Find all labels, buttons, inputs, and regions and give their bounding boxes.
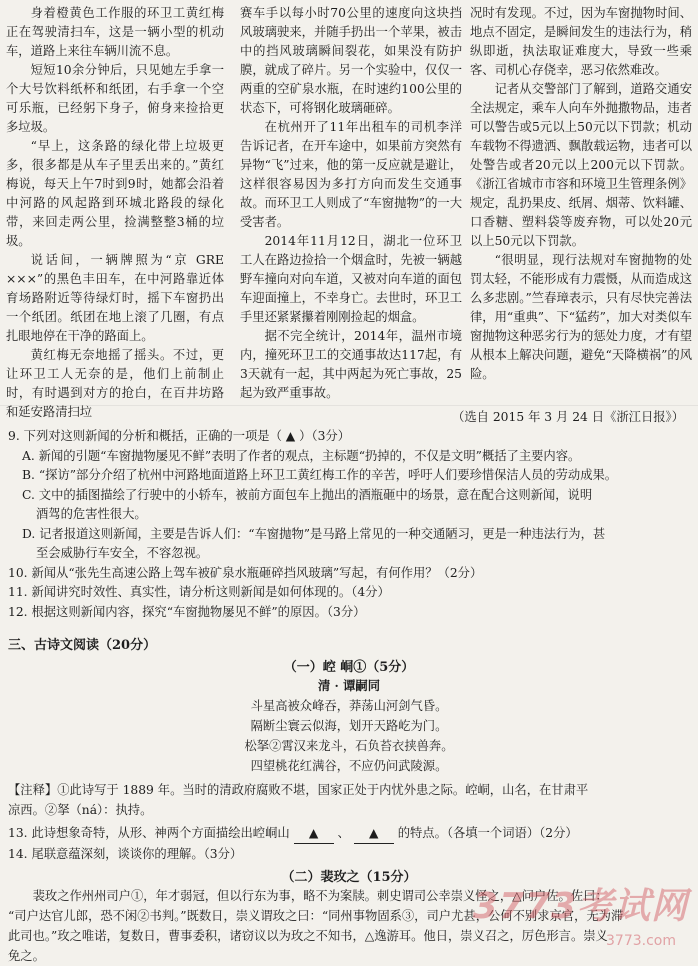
article-paragraph: 据不完全统计，2014年，温州市境内，撞死环卫工的交通事故达117起，有3天就有一起，其中两起为死亡事故，25起为致严重事故。 [240,329,462,400]
article-paragraph: 况时有发现。不过，因为车窗抛物时间、地点不固定，是瞬间发生的违法行为，稍纵即逝，执法取证难度大，导致一些乘客、司机心存侥幸，恶习依然难改。 [470,6,692,77]
article-paragraph: 在杭州开了11年出租车的司机李洋告诉记者，在开车途中，如果前方突然有异物“飞”过来，他的第一反应就是避让，这样很容易因为多打方向而发生交通事故。而环卫工人则成了“车窗抛物”的一大受害者。 [240,120,462,229]
prose-title: （二）裴玫之（15分） [281,870,417,885]
watermark-url: 3773.com [606,933,676,949]
question-13-tail: 的特点。（各填一个词语）（2分） [397,826,578,840]
poem-notes [8,780,688,820]
watermark-logo: 3773考试网 [472,886,688,927]
answer-blank-1[interactable]: ▲ [294,823,334,844]
divider [0,405,698,406]
question-13-text: 13. 此诗想象奇特，从形、神两个方面描绘出崆峒山 [8,826,290,840]
prose-line: 此司也。”玫之唯诺，复数日，曹事委积，诸窃议以为玫之不知书，△逸游耳。他日，崇义召之，厉色形言。崇义 [8,929,608,943]
article-paragraph: 记者从交警部门了解到，道路交通安全法规定，乘车人向车外抛撒物品，违者可以警告或5元以上50元以下罚款；机动车载物不得遗洒、飘散载运物，违者可以处警告或者20元以上200元以下罚款。《浙江省城市市容和环境卫生管理条例》规定，乱扔果皮、纸屑、烟蒂、饮料罐、口香糖、塑料袋等废弃物，可以处20元以上50元以下罚款。 [470,82,692,248]
article-paragraph: 说话间，一辆牌照为“京 GRE ×××”的黑色丰田车，在中河路靠近体育场路附近等待绿灯时，摇下车窗扔出一个纸团。纸团在地上滚了几圈，有点扎眼地停在干净的路面上。 [6,253,224,343]
poem-line: 松拏②霄汉来龙斗，石负苔衣挟兽奔。 [244,739,454,753]
article-paragraph: 短短10余分钟后，只见她左手拿一个大号饮料纸杯和纸团，右手拿一个空可乐瓶，已经躬下身子，俯身来捡拾更多垃圾。 [6,63,224,134]
article-column-3 [470,4,692,384]
poem-author: 清 · 谭嗣同 [317,678,381,693]
prose-line: 免之。 [8,949,45,963]
questions-9-12 [8,427,688,622]
question-9-option-b: B. “探访”部分介绍了杭州中河路地面道路上环卫工黄红梅工作的辛苦，呼吁人们要珍惜保洁人员的劳动成果。 [22,468,618,482]
poem-line: 斗星高被众峰吞，莽荡山河剑气昏。 [250,699,448,713]
note-line-2: 凉西。②拏（ná）：执持。 [8,803,153,817]
prose-line: 裴玫之作州州司户①，年才弱冠，但以行东为事，略不为案牍。刺史谓司公幸崇义怪之，△问户佐。佐曰： [32,889,608,903]
article-paragraph: “很明显，现行法规对车窗抛物的处罚太轻，不能形成有力震慑，从而造成这么多悲剧。”竺春璋表示，只有尽快完善法律，用“重典”、下“猛药”，加大对类似车窗抛物这种恶劣行为的惩处力度，才有望从根本上解决问题，避免“天降横祸”的风险。 [470,253,692,381]
poem-line: 四望桃花红满谷，不应仍问武陵源。 [250,759,448,773]
prose-line: “司户达官儿郎，恐不闲②书判。”既数日，崇义谓玫之曰：“同州事物固系③，司户尤甚，公何不别求京官，无为滞 [8,909,624,923]
question-9-option-c: C. 文中的插图描绘了行驶中的小轿车，被前方面包车上抛出的酒瓶砸中的场景，意在配合这则新闻，说明 [22,487,593,502]
article-column-1 [6,4,224,422]
question-9-option-d-cont: 至会威胁行车安全，不容忽视。 [36,546,209,560]
question-9-option-d: D. 记者报道这则新闻，主要是告诉人们：“车窗抛物”是马路上常见的一种交通陋习，更是一种违法行为，甚 [22,526,606,541]
blank-separator: 、 [337,826,350,840]
article-paragraph: 赛车手以每小时70公里的速度向这块挡风玻璃驶来，并随手扔出一个苹果，被击中的挡风玻璃瞬间裂花，如果没有防护膜，就成了碎片。另一个实验中，仅仅一两重的空矿泉水瓶，在时速约100公里的状态下，可将钢化玻璃砸碎。 [240,6,462,115]
poem-body [0,696,698,776]
questions-13-14 [8,823,688,864]
article-source: （选自 2015 年 3 月 24 日《浙江日报》） [452,410,684,424]
section-3-heading: 三、古诗文阅读（20分） [8,638,157,653]
poem-title: （一）崆 峒①（5分） [283,660,415,675]
question-11: 11. 新闻讲究时效性、真实性，请分析这则新闻是如何体现的。（4分） [8,585,390,599]
article-paragraph: “早上，这条路的绿化带上垃圾更多，很多都是从车子里丢出来的。”黄红梅说，每天上午7时到9时，她都会沿着中河路的风起路到环城北路段的绿化带，来回走两公里，捡满整整3桶的垃圾。 [6,139,224,248]
article-paragraph: 黄红梅无奈地摇了摇头。不过，更让环卫工人无奈的是，他们上前制止时，有时遇到对方的抢白，在百井坊路和延安路清扫垃 [6,348,224,419]
article-column-2 [240,4,462,403]
question-9-option-c-cont: 酒驾的危害性很大。 [36,507,147,521]
question-10: 10. 新闻从“张先生高速公路上驾车被矿泉水瓶砸碎挡风玻璃”写起，有何作用？（2分） [8,565,483,580]
article-paragraph: 2014年11月12日，湖北一位环卫工人在路边捡拾一个烟盒时，先被一辆越野车撞向对向车道，又被对向车道的面包车迎面撞上，不幸身亡。去世时，环卫工手里还紧紧攥着刚刚捡起的烟盒。 [240,234,462,324]
poem-line: 隔断尘寰云似海，划开天路屹为门。 [250,719,448,733]
question-12: 12. 根据这则新闻内容，探究“车窗抛物屡见不鲜”的原因。（3分） [8,604,366,619]
question-13 [8,823,688,844]
question-14: 14. 尾联意蕴深刻，谈谈你的理解。（3分） [8,847,243,861]
question-9: 9. 下列对这则新闻的分析和概括，正确的一项是（ ▲ ）（3分） [8,429,351,443]
article-paragraph: 身着橙黄色工作服的环卫工黄红梅正在驾驶清扫车，这是一辆小型的机动车，道路上来往车辆川流不息。 [6,6,224,58]
note-line-1: 【注释】①此诗写于 1889 年。当时的清政府腐败不堪，国家正处于内忧外患之际。崆峒，山名，在甘肃平 [8,783,589,797]
question-9-option-a: A. 新闻的引题“车窗抛物屡见不鲜”表明了作者的观点，主标题“扔掉的，不仅是文明”概括了主要内容。 [22,448,581,463]
answer-blank-2[interactable]: ▲ [354,823,394,844]
